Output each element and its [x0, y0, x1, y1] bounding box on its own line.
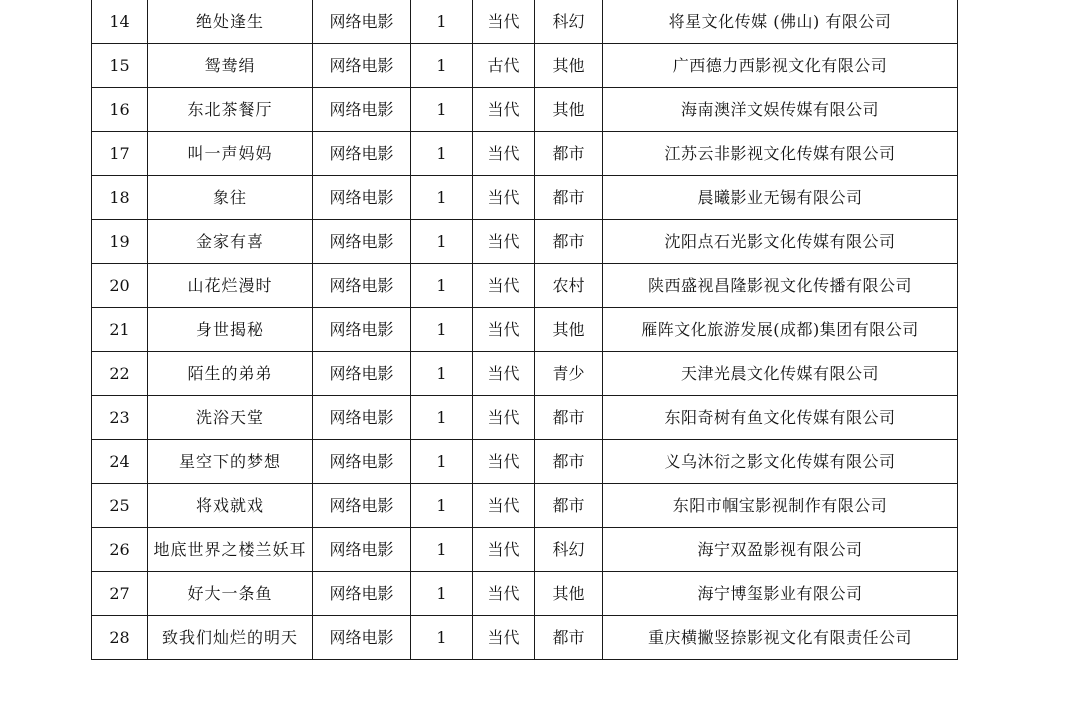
- table-row: [92, 308, 958, 352]
- film-type-cell: 网络电影: [313, 396, 411, 440]
- document-page: [91, 0, 957, 660]
- film-title-cell: 身世揭秘: [148, 308, 313, 352]
- era-cell: 当代: [473, 440, 535, 484]
- era-cell: 当代: [473, 0, 535, 44]
- film-type-cell: 网络电影: [313, 0, 411, 44]
- episode-count-cell: 1: [411, 308, 473, 352]
- row-number-cell: 23: [92, 396, 148, 440]
- era-cell: 当代: [473, 352, 535, 396]
- row-number-cell: 21: [92, 308, 148, 352]
- genre-cell: 都市: [535, 132, 603, 176]
- film-title-cell: 致我们灿烂的明天: [148, 616, 313, 660]
- production-company-cell: 海宁博玺影业有限公司: [603, 572, 958, 616]
- era-cell: 当代: [473, 484, 535, 528]
- production-company-cell: 晨曦影业无锡有限公司: [603, 176, 958, 220]
- production-company-cell: 重庆横撇竖捺影视文化有限责任公司: [603, 616, 958, 660]
- table-row: [92, 0, 958, 44]
- era-cell: 当代: [473, 616, 535, 660]
- episode-count-cell: 1: [411, 396, 473, 440]
- genre-cell: 都市: [535, 176, 603, 220]
- table-row: [92, 528, 958, 572]
- table-row: [92, 176, 958, 220]
- film-type-cell: 网络电影: [313, 264, 411, 308]
- production-company-cell: 沈阳点石光影文化传媒有限公司: [603, 220, 958, 264]
- row-number-cell: 19: [92, 220, 148, 264]
- table-row: [92, 440, 958, 484]
- era-cell: 当代: [473, 308, 535, 352]
- film-title-cell: 将戏就戏: [148, 484, 313, 528]
- row-number-cell: 22: [92, 352, 148, 396]
- film-title-cell: 洗浴天堂: [148, 396, 313, 440]
- film-record-table: [91, 0, 958, 660]
- production-company-cell: 江苏云非影视文化传媒有限公司: [603, 132, 958, 176]
- genre-cell: 其他: [535, 572, 603, 616]
- row-number-cell: 18: [92, 176, 148, 220]
- era-cell: 当代: [473, 396, 535, 440]
- episode-count-cell: 1: [411, 616, 473, 660]
- genre-cell: 科幻: [535, 528, 603, 572]
- film-title-cell: 星空下的梦想: [148, 440, 313, 484]
- episode-count-cell: 1: [411, 440, 473, 484]
- film-title-cell: 叫一声妈妈: [148, 132, 313, 176]
- episode-count-cell: 1: [411, 352, 473, 396]
- row-number-cell: 16: [92, 88, 148, 132]
- production-company-cell: 将星文化传媒 (佛山) 有限公司: [603, 0, 958, 44]
- row-number-cell: 17: [92, 132, 148, 176]
- film-type-cell: 网络电影: [313, 484, 411, 528]
- table-row: [92, 88, 958, 132]
- genre-cell: 其他: [535, 88, 603, 132]
- era-cell: 当代: [473, 176, 535, 220]
- episode-count-cell: 1: [411, 176, 473, 220]
- table-row: [92, 572, 958, 616]
- era-cell: 当代: [473, 88, 535, 132]
- production-company-cell: 海南澳洋文娱传媒有限公司: [603, 88, 958, 132]
- genre-cell: 农村: [535, 264, 603, 308]
- film-title-cell: 好大一条鱼: [148, 572, 313, 616]
- film-title-cell: 象往: [148, 176, 313, 220]
- row-number-cell: 14: [92, 0, 148, 44]
- era-cell: 当代: [473, 132, 535, 176]
- era-cell: 古代: [473, 44, 535, 88]
- era-cell: 当代: [473, 220, 535, 264]
- production-company-cell: 广西德力西影视文化有限公司: [603, 44, 958, 88]
- film-type-cell: 网络电影: [313, 220, 411, 264]
- film-type-cell: 网络电影: [313, 616, 411, 660]
- genre-cell: 都市: [535, 396, 603, 440]
- row-number-cell: 15: [92, 44, 148, 88]
- genre-cell: 都市: [535, 440, 603, 484]
- production-company-cell: 东阳市帼宝影视制作有限公司: [603, 484, 958, 528]
- production-company-cell: 东阳奇树有鱼文化传媒有限公司: [603, 396, 958, 440]
- genre-cell: 其他: [535, 44, 603, 88]
- production-company-cell: 雁阵文化旅游发展(成都)集团有限公司: [603, 308, 958, 352]
- production-company-cell: 天津光晨文化传媒有限公司: [603, 352, 958, 396]
- table-row: [92, 616, 958, 660]
- film-title-cell: 山花烂漫时: [148, 264, 313, 308]
- row-number-cell: 24: [92, 440, 148, 484]
- film-title-cell: 地底世界之楼兰妖耳: [148, 528, 313, 572]
- genre-cell: 都市: [535, 484, 603, 528]
- table-row: [92, 132, 958, 176]
- row-number-cell: 20: [92, 264, 148, 308]
- table-body: [92, 0, 958, 660]
- row-number-cell: 28: [92, 616, 148, 660]
- film-type-cell: 网络电影: [313, 440, 411, 484]
- table-row: [92, 484, 958, 528]
- era-cell: 当代: [473, 528, 535, 572]
- genre-cell: 青少: [535, 352, 603, 396]
- film-type-cell: 网络电影: [313, 44, 411, 88]
- production-company-cell: 海宁双盈影视有限公司: [603, 528, 958, 572]
- era-cell: 当代: [473, 572, 535, 616]
- film-title-cell: 绝处逢生: [148, 0, 313, 44]
- film-type-cell: 网络电影: [313, 88, 411, 132]
- film-type-cell: 网络电影: [313, 132, 411, 176]
- episode-count-cell: 1: [411, 572, 473, 616]
- row-number-cell: 27: [92, 572, 148, 616]
- film-title-cell: 鸳鸯绢: [148, 44, 313, 88]
- table-row: [92, 352, 958, 396]
- table-row: [92, 220, 958, 264]
- era-cell: 当代: [473, 264, 535, 308]
- row-number-cell: 25: [92, 484, 148, 528]
- table-row: [92, 264, 958, 308]
- film-type-cell: 网络电影: [313, 352, 411, 396]
- episode-count-cell: 1: [411, 88, 473, 132]
- film-title-cell: 陌生的弟弟: [148, 352, 313, 396]
- episode-count-cell: 1: [411, 44, 473, 88]
- episode-count-cell: 1: [411, 264, 473, 308]
- episode-count-cell: 1: [411, 132, 473, 176]
- film-type-cell: 网络电影: [313, 308, 411, 352]
- film-type-cell: 网络电影: [313, 572, 411, 616]
- genre-cell: 其他: [535, 308, 603, 352]
- episode-count-cell: 1: [411, 220, 473, 264]
- episode-count-cell: 1: [411, 484, 473, 528]
- table-row: [92, 44, 958, 88]
- table-row: [92, 396, 958, 440]
- episode-count-cell: 1: [411, 0, 473, 44]
- film-type-cell: 网络电影: [313, 176, 411, 220]
- film-title-cell: 东北茶餐厅: [148, 88, 313, 132]
- film-title-cell: 金家有喜: [148, 220, 313, 264]
- film-type-cell: 网络电影: [313, 528, 411, 572]
- genre-cell: 都市: [535, 616, 603, 660]
- episode-count-cell: 1: [411, 528, 473, 572]
- production-company-cell: 义乌沐衍之影文化传媒有限公司: [603, 440, 958, 484]
- genre-cell: 科幻: [535, 0, 603, 44]
- row-number-cell: 26: [92, 528, 148, 572]
- genre-cell: 都市: [535, 220, 603, 264]
- production-company-cell: 陕西盛视昌隆影视文化传播有限公司: [603, 264, 958, 308]
